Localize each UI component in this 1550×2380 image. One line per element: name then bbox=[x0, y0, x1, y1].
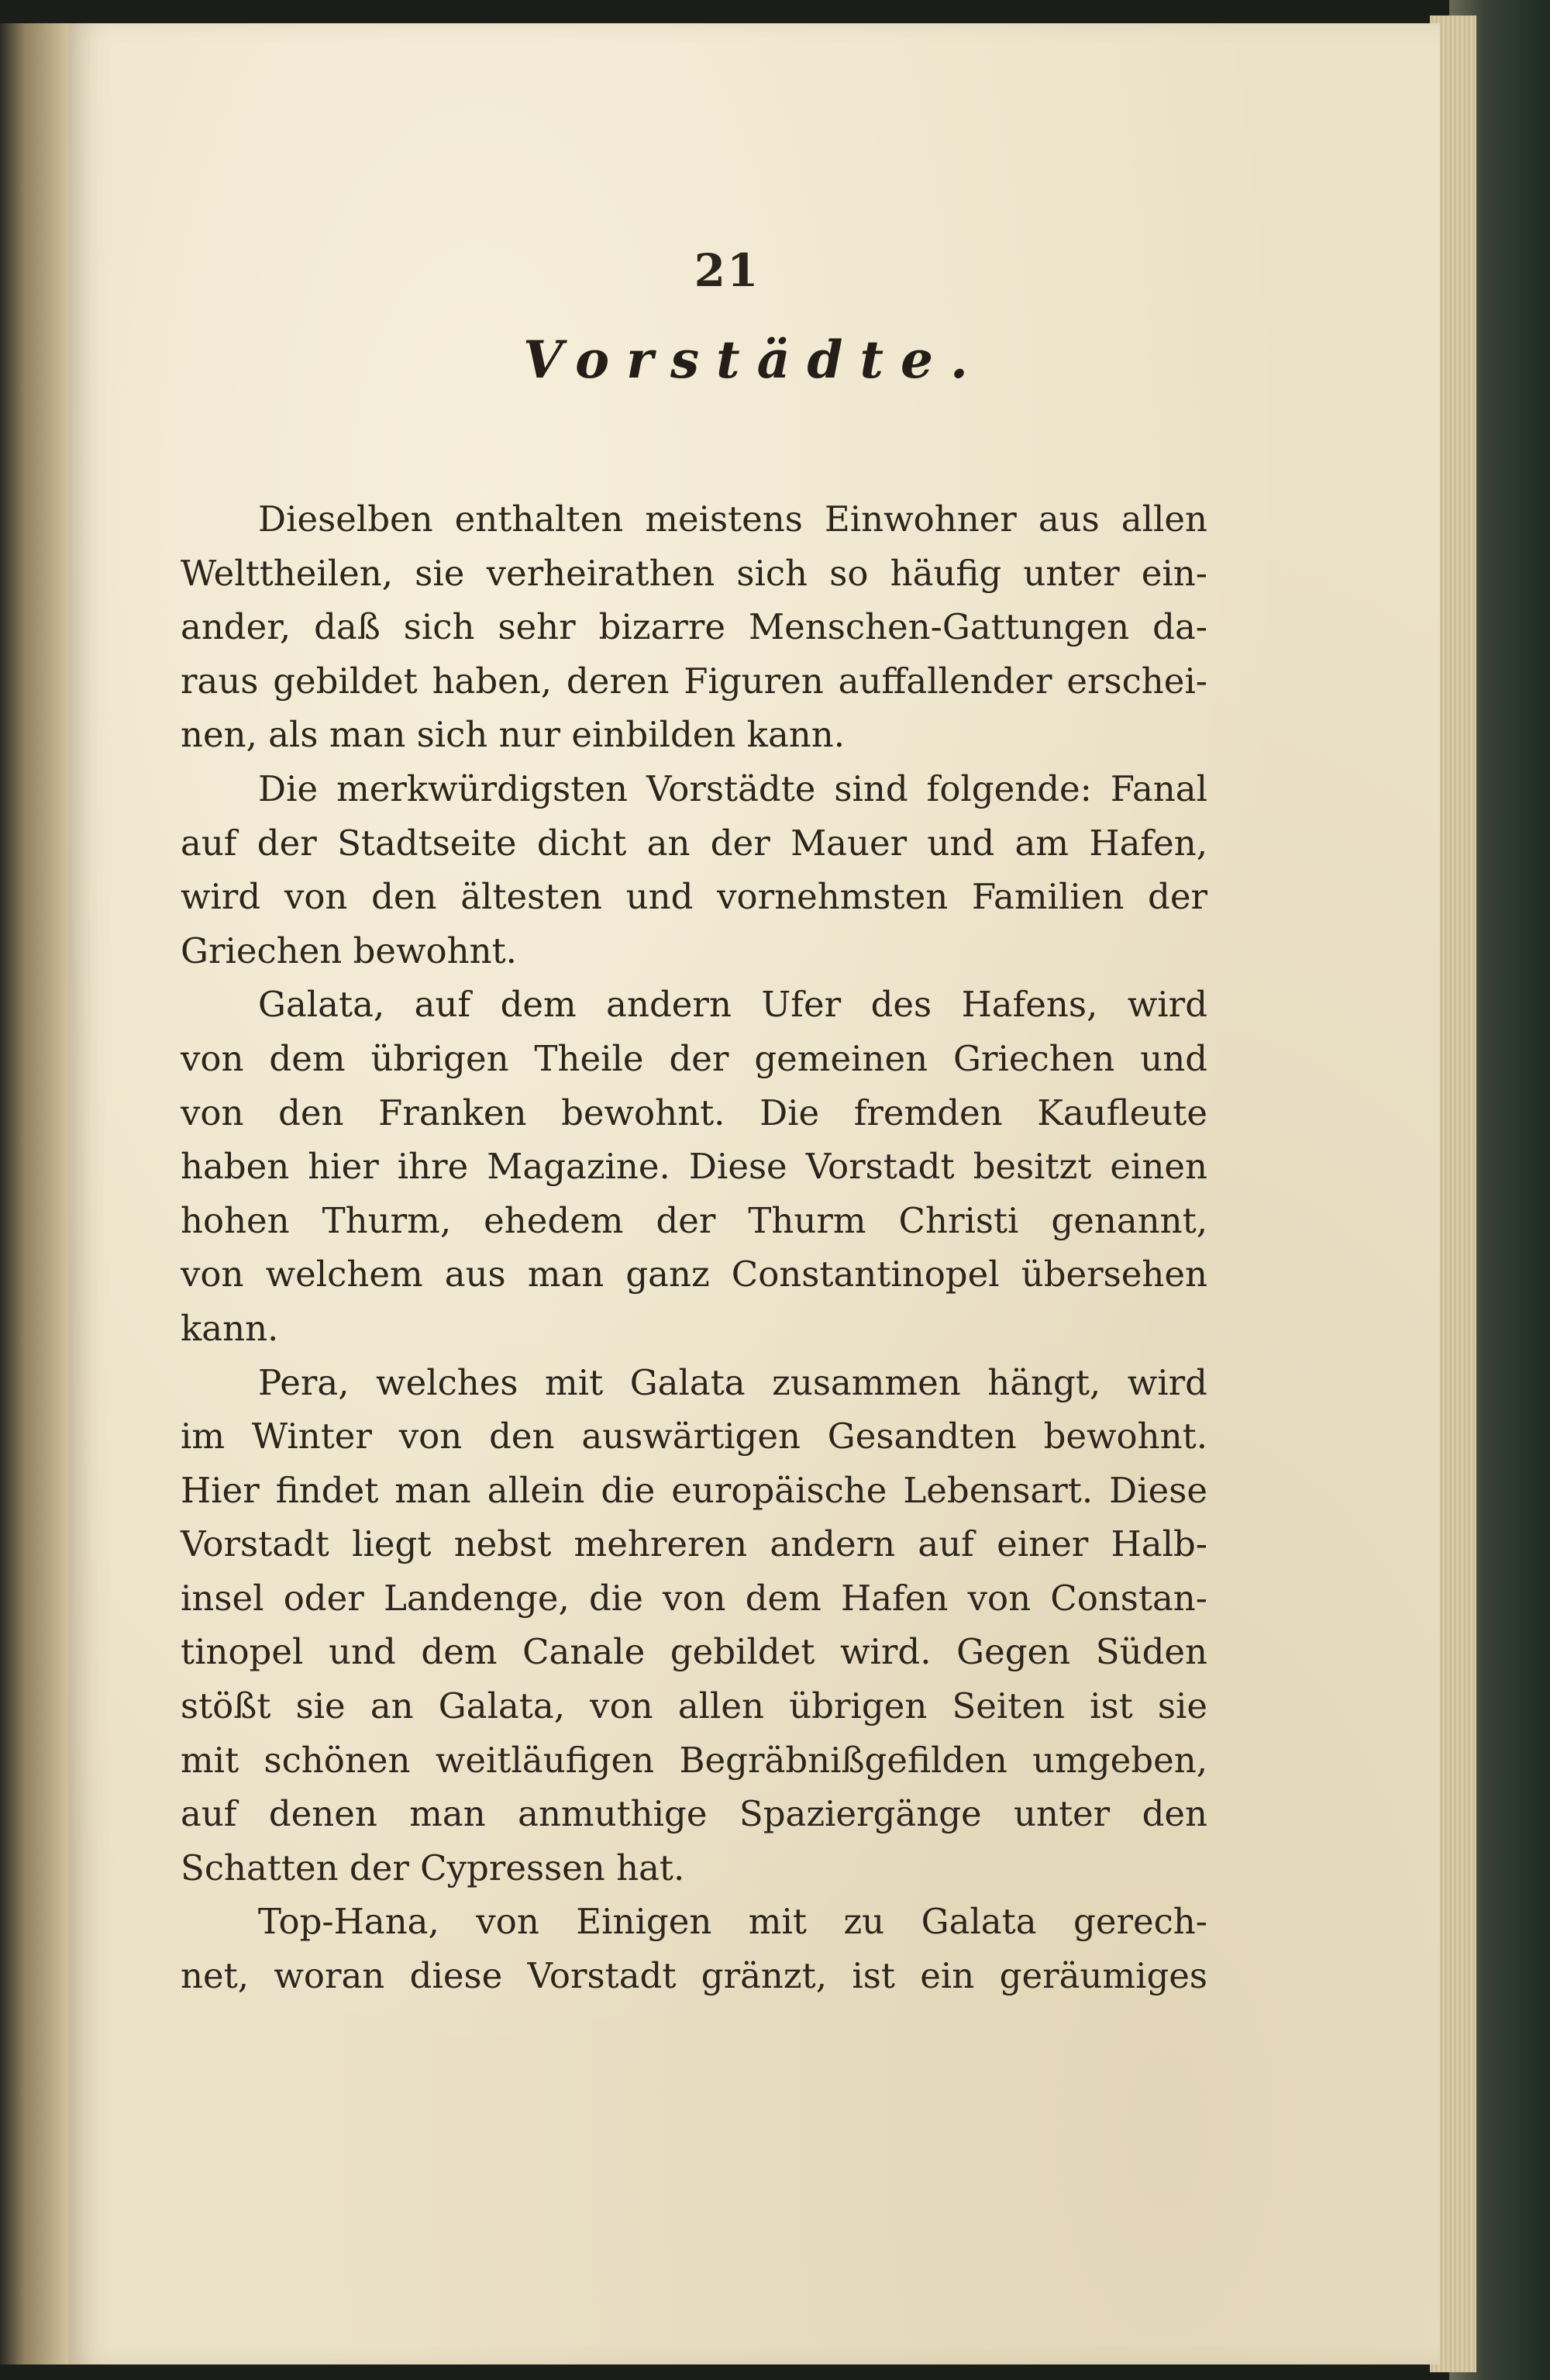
text-line: auf der Stadtseite dicht an der Mauer und am Hafen, bbox=[181, 822, 1207, 864]
text-line: raus gebildet haben, deren Figuren auffallender erschei- bbox=[181, 660, 1207, 702]
text-line: von dem übrigen Theile der gemeinen Griechen und bbox=[181, 1037, 1207, 1079]
text-line: net, woran diese Vorstadt gränzt, ist ein geräumiges bbox=[181, 1955, 1207, 1997]
text-line: von den Franken bewohnt. Die fremden Kaufleute bbox=[181, 1092, 1207, 1133]
text-line: kann. bbox=[181, 1307, 279, 1349]
left-page-edge bbox=[0, 23, 70, 2364]
paragraph-4 bbox=[181, 1356, 1207, 1895]
body-text bbox=[181, 492, 1207, 2003]
text-line: hohen Thurm, ehedem der Thurm Christi genannt, bbox=[181, 1199, 1207, 1241]
book-page bbox=[68, 23, 1440, 2364]
text-line: Dieselben enthalten meistens Einwohner aus allen bbox=[258, 498, 1207, 540]
text-line: insel oder Landenge, die von dem Hafen von Constan- bbox=[181, 1577, 1207, 1619]
text-line: tinopel und dem Canale gebildet wird. Gegen Süden bbox=[181, 1631, 1207, 1673]
text-line: Top-Hana, von Einigen mit zu Galata gerech- bbox=[258, 1901, 1207, 1943]
text-line: wird von den ältesten und vornehmsten Familien der bbox=[181, 876, 1207, 918]
paragraph-1 bbox=[181, 492, 1207, 762]
text-line: von welchem aus man ganz Constantinopel übersehen bbox=[181, 1254, 1207, 1295]
text-line: auf denen man anmuthige Spaziergänge unter den bbox=[181, 1793, 1207, 1835]
text-line: mit schönen weitläufigen Begräbnißgefilden umgeben, bbox=[181, 1739, 1207, 1781]
page-number: 21 bbox=[694, 244, 760, 297]
text-line: Galata, auf dem andern Ufer des Hafens, wird bbox=[258, 984, 1207, 1026]
text-line: im Winter von den auswärtigen Gesandten bewohnt. bbox=[181, 1416, 1207, 1457]
text-line: Welttheilen, sie verheirathen sich so häufig unter ein- bbox=[181, 552, 1207, 594]
text-line: Pera, welches mit Galata zusammen hängt, wird bbox=[258, 1361, 1207, 1403]
paragraph-3 bbox=[181, 978, 1207, 1355]
text-line: Vorstadt liegt nebst mehreren andern auf einer Halb- bbox=[181, 1523, 1207, 1565]
text-line: Schatten der Cypressen hat. bbox=[181, 1847, 685, 1888]
text-line: haben hier ihre Magazine. Diese Vorstadt besitzt einen bbox=[181, 1146, 1207, 1188]
paragraph-2 bbox=[181, 762, 1207, 978]
text-line: Hier findet man allein die europäische Lebensart. Diese bbox=[181, 1469, 1207, 1511]
text-line: nen, als man sich nur einbilden kann. bbox=[181, 714, 846, 756]
text-line: stößt sie an Galata, von allen übrigen Seiten ist sie bbox=[181, 1685, 1207, 1727]
text-line: ander, daß sich sehr bizarre Menschen-Gattungen da- bbox=[181, 606, 1207, 648]
section-heading: Vorstädte. bbox=[523, 329, 985, 390]
text-line: Griechen bewohnt. bbox=[181, 930, 517, 971]
text-line: Die merkwürdigsten Vorstädte sind folgende: Fanal bbox=[258, 767, 1207, 809]
paragraph-5 bbox=[181, 1895, 1207, 2002]
